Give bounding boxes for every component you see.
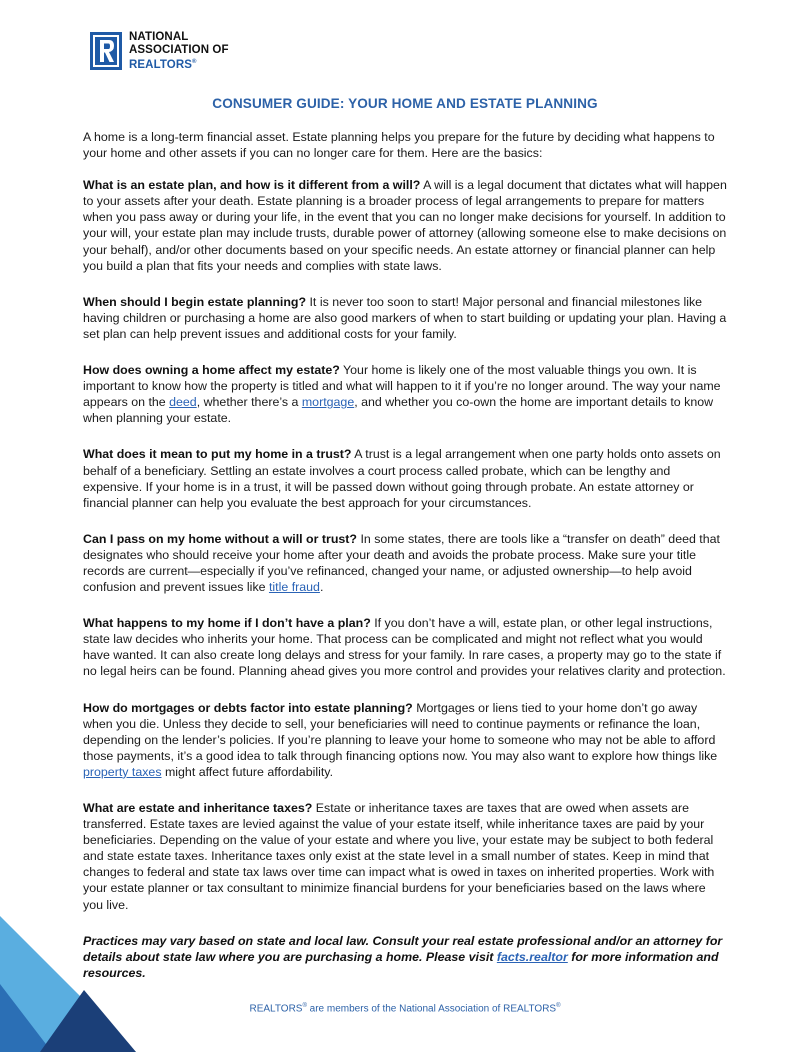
section-answer: Estate or inheritance taxes are taxes that are owed when assets are transferred. Estate taxes are levied against the value of your estate itself, while inheritance taxes are paid by your beneficiaries. Depending on the value of your estate and where you live, your estate may be subject to both federal and state estate taxes. Inheritance taxes only exist at the state level in a small number of states. Keep in mind that changes to federal and state tax laws over time can impact what is owed in taxes on inherited properties. Work with your estate planner or tax consultant to minimize financial burdens for your beneficiaries based on the laws where you live.: [83, 801, 715, 912]
section-estate-inheritance-taxes: [83, 800, 728, 913]
footer-text: REALTORS: [249, 1003, 303, 1015]
section-question: How does owning a home affect my estate?: [83, 363, 340, 378]
property-taxes-link[interactable]: property taxes: [83, 764, 162, 779]
section-home-in-trust: [83, 446, 728, 510]
section-when-to-begin: [83, 294, 728, 342]
section-answer: If you don’t have a will, estate plan, or other legal instructions, state law decides who inherits your home. That process can be complicated and might not reflect what you would have wanted. It can also create long delays and stress for your family. In rare cases, a property may go to the state if no legal heirs can be found. Planning ahead gives you more control and provides your relatives clarity and protection.: [83, 616, 726, 679]
intro-paragraph: A home is a long-term financial asset. Estate planning helps you prepare for the future by deciding what happens to your home and other assets if you can no longer care for them. Here are the basics:: [83, 130, 715, 161]
title-fraud-link[interactable]: title fraud: [268, 580, 320, 595]
footer-text: are members of the National Association of REALTORS: [306, 1003, 557, 1015]
section-pass-without-will: [83, 531, 728, 595]
closing-text: Practices may vary based on state and local law. Consult your real estate professional and/or an attorney for details about state law where you are purchasing a home. Please visit: [83, 933, 723, 964]
section-answer: Mortgages or liens tied to your home don’t go away when you die. Unless they decide to sell, your beneficiaries will need to continue payments or refinance the loan, depending on the lender’s policies. If you’re planning to leave your home to someone who may not be able to afford those payments, it’s a good idea to talk through financing options now. You may also want to explore how things like: [83, 700, 718, 763]
document-body: [83, 129, 728, 993]
section-answer: Your home is likely one of the most valuable things you own. It is important to know how the property is titled and what will happen to it if you’re no longer around. The way your name appears on the: [83, 363, 721, 410]
section-answer: .: [319, 580, 324, 595]
section-answer: A trust is a legal arrangement when one party holds onto assets on behalf of a beneficiary. Settling an estate involves a court process called probate, which can be lengthy and expensive. If your home is in a trust, it will be passed down without going through probate. An estate attorney or financial planner can help you evaluate the best approach for your circumstances.: [83, 447, 721, 510]
section-mortgages-debts: [83, 700, 728, 780]
footer-reg-mark: ®: [556, 1003, 561, 1009]
section-question: When should I begin estate planning?: [83, 294, 307, 309]
closing-note: [83, 933, 728, 981]
section-question: What happens to my home if I don’t have a plan?: [83, 616, 371, 631]
section-estate-plan-vs-will: [83, 177, 728, 274]
section-answer: , and whether you co-own the home are important details to know when planning your estate.: [83, 395, 714, 426]
logo-line-3: REALTORS®: [129, 58, 197, 71]
section-answer: A will is a legal document that dictates what will happen to your assets after your death. Estate planning is a broader process of legal arrangements to prepare for matters when you pass away or during your life, in the event that you can no longer make decisions for yourself. In addition to your will, your estate plan may include trusts, durable power of attorney (allowing someone else to make decisions on your behalf), and/or other documents based on your specific needs. An estate attorney or financial planner can help you build a plan that fits your needs and complies with state laws.: [83, 178, 727, 273]
footer-note: [0, 1003, 810, 1014]
section-home-affects-estate: [83, 362, 728, 426]
section-answer: , whether there’s a: [196, 395, 302, 410]
mortgage-link[interactable]: mortgage: [301, 395, 355, 410]
deed-link[interactable]: deed: [169, 395, 197, 410]
section-question: What is an estate plan, and how is it different from a will?: [83, 178, 421, 193]
facts-realtor-link[interactable]: facts.realtor: [496, 949, 568, 964]
section-answer: might affect future affordability.: [161, 764, 334, 779]
section-question: How do mortgages or debts factor into estate planning?: [83, 700, 413, 715]
corner-decoration: [0, 0, 140, 1052]
page-title: CONSUMER GUIDE: YOUR HOME AND ESTATE PLANNING: [212, 96, 598, 111]
section-question: Can I pass on my home without a will or trust?: [83, 531, 357, 546]
logo-line-1: NATIONAL: [129, 31, 189, 43]
logo-line-2: ASSOCIATION OF: [129, 43, 229, 56]
closing-text-end: for more information and resources.: [83, 949, 719, 980]
logo-wordmark: [129, 31, 229, 71]
section-question: What does it mean to put my home in a trust?: [83, 447, 352, 462]
section-answer: It is never too soon to start! Major personal and financial milestones like having children or purchasing a home are also good markers of when to start building or updating your plan. Having a set plan can help prevent issues and additional costs for your family.: [83, 294, 727, 341]
section-answer: In some states, there are tools like a “transfer on death” deed that designates who should receive your home after your death and avoids the probate process. Make sure your title records are current—especially if you’ve refinanced, changed your name, or adjusted ownership—to help avoid confusion and prevent issues like: [83, 531, 720, 595]
section-question: What are estate and inheritance taxes?: [83, 801, 313, 815]
section-no-plan: [83, 615, 728, 679]
footer-reg-mark: ®: [302, 1003, 307, 1009]
